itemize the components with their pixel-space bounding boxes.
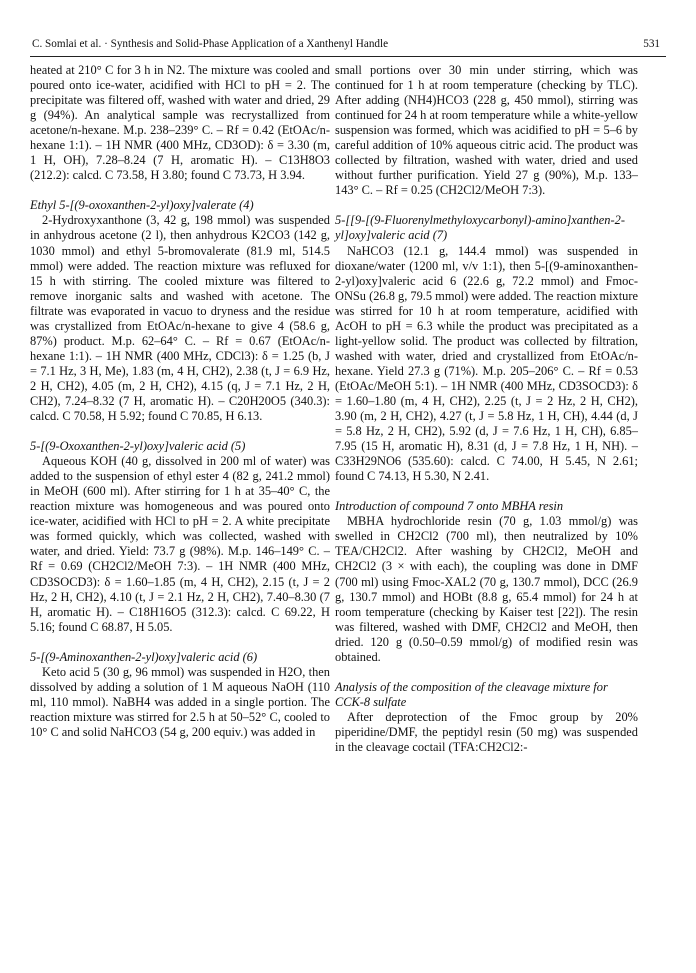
header-rule xyxy=(30,56,666,57)
section-heading: Ethyl 5-[(9-oxoxanthen-2-yl)oxy]valerate (4) xyxy=(30,198,254,213)
right-column xyxy=(335,63,638,755)
paragraph: Aqueous KOH (40 g, dissolved in 200 ml of water) was added to the suspension of ethyl ester 4 (82 g, 241.2 mmol) in MeOH (600 ml). After stirring for 1 h at 35–40° C, the reaction mixture was homogeneous and was poured onto ice-water, acidified with HCl to pH = 2. A white precipitate was formed quickly, which was collected, washed with water, and dried. Yield: 73.7 g (98%). M.p. 146–149° C. – Rf = 0.69 (CH2Cl2/MeOH 7:3). – 1H NMR (400 MHz, CD3SOCD3): δ = 1.60–1.85 (m, 4 H, CH2), 2.15 (t, J = 2 Hz, 2 H, CH2), 4.10 (t, J = 2.1 Hz, 2 H, CH2), 7.40–8.30 (7 H, aromatic H). – C18H16O5 (312.3): calcd. C 69.22, H 5.16; found C 68.87, H 5.05. xyxy=(30,454,330,634)
left-column xyxy=(30,63,330,740)
section-heading: 5-[(9-Oxoxanthen-2-yl)oxy]valeric acid (5) xyxy=(30,439,246,454)
paragraph: 2-Hydroxyxanthone (3, 42 g, 198 mmol) was suspended in anhydrous acetone (2 l), then anhydrous K2CO3 (142 g, 1030 mmol) and ethyl 5-bromovalerate (81.9 ml, 514.5 mmol) were added. The reaction mixture was refluxed for 15 h with stirring. The cooled mixture was filtered to remove inorganic salts and washed with acetone. The filtrate was evaporated in vacuo to dryness and the residue was crystallized from EtOAc/n-hexane to give 4 (58.6 g, 87%) product. M.p. 62–64° C. – Rf = 0.67 (EtOAc/n-hexane 1:1). – 1H NMR (400 MHz, CDCl3): δ = 1.25 (b, J = 7.1 Hz, 3 H, Me), 1.83 (m, 4 H, CH2), 2.38 (t, J = 6.9 Hz, 2 H, CH2), 4.05 (m, 2 H, CH2), 4.15 (q, J = 7.1 Hz, 2 H, CH2), 7.24–8.32 (7 H, aromatic H). – C20H20O5 (340.3): calcd. C 70.58, H 5.92; found C 70.85, H 6.13. xyxy=(30,213,330,424)
paragraph: After deprotection of the Fmoc group by 20% piperidine/DMF, the peptidyl resin (50 mg) was suspended in the cleavage coctail (TFA:CH2Cl2:- xyxy=(335,709,638,754)
section-heading: 5-[[9-[(9-Fluorenylmethyloxycarbonyl)-amino]xanthen-2-yl]oxy]valeric acid (7) xyxy=(335,213,625,243)
running-header xyxy=(30,36,666,52)
paragraph: small portions over 30 min under stirring, which was continued for 1 h at room temperature (checking by TLC). After adding (NH4)HCO3 (228 g, 450 mmol), stirring was continued for 24 h at room temperature while a white-yellow suspension was formed, which was acidified to pH = 5–6 by careful addition of 10% aqueous citric acid. The product was collected by filtration, washed with water, dried and used without further purification. Yield 27 g (90%), M.p. 133–143° C. – Rf = 0.25 (CH2Cl2/MeOH 7:3). xyxy=(335,63,638,198)
section-heading: Introduction of compound 7 onto MBHA resin xyxy=(335,499,564,514)
running-title: C. Somlai et al. · Synthesis and Solid-Phase Application of a Xanthenyl Handle xyxy=(32,38,389,50)
section-heading: Analysis of the composition of the cleavage mixture for CCK-8 sulfate xyxy=(335,679,608,709)
paragraph: heated at 210° C for 3 h in N2. The mixture was cooled and poured onto ice-water, acidified with HCl to pH = 2. The precipitate was filtered off, washed with water and dried, 29 g (94%). An analytical sample was recrystallized from acetone/n-hexane. M.p. 238–239° C. – Rf = 0.42 (EtOAc/n-hexane 1:1). – 1H NMR (400 MHz, CD3OD): δ = 3.30 (m, 1 H, OH), 7.28–8.24 (7 H, aromatic H). – C13H8O3 (212.2): calcd. C 73.58, H 3.80; found C 73.73, H 3.94. xyxy=(30,63,330,183)
paragraph: Keto acid 5 (30 g, 96 mmol) was suspended in H2O, then dissolved by adding a solution of 1 M aqueous NaOH (110 ml, 110 mmol). NaBH4 was added in a single portion. The reaction mixture was stirred for 2.5 h at 50–52° C, cooled to 10° C and solid NaHCO3 (54 g, 200 equiv.) was added in xyxy=(30,664,330,739)
paragraph: NaHCO3 (12.1 g, 144.4 mmol) was suspended in dioxane/water (1200 ml, v/v 1:1), then 5-[(9-aminoxanthen-2-yl)oxy]valeric acid 6 (22.6 g, 72.2 mmol) and Fmoc-ONSu (26.8 g, 79.5 mmol) were added. The reaction mixture was stirred for 10 h at room temperature, acidified with AcOH to pH = 6.3 while the product was precipitated as a light-yellow solid. The product was collected by filtration, washed with water, dried and crystallized from EtOAc/n-hexane. Yield 27.3 g (71%). M.p. 205–206° C. – Rf = 0.53 (EtOAc/MeOH 5:1). – 1H NMR (400 MHz, CD3SOCD3): δ = 1.60–1.80 (m, 4 H, CH2), 2.25 (t, J = 2 Hz, 2 H, CH2), 3.90 (m, 2 H, CH2), 4.27 (t, J = 5.8 Hz, 1 H, CH), 4.44 (d, J = 5.8 Hz, 2 H, CH2), 5.92 (d, J = 7.6 Hz, 1 H, CH), 6.85–7.95 (15 H, aromatic H), 8.31 (d, J = 7.8 Hz, 1 H, NH). – C33H29NO6 (535.60): calcd. C 74.00, H 5.45, N 2.61; found C 74.13, H 5.30, N 2.41. xyxy=(335,243,638,484)
section-heading: 5-[(9-Aminoxanthen-2-yl)oxy]valeric acid (6) xyxy=(30,649,258,664)
paragraph: MBHA hydrochloride resin (70 g, 1.03 mmol/g) was swelled in CH2Cl2 (700 ml), then neutralized by 10% TEA/CH2Cl2. After washing by CH2Cl2, MeOH and CH2Cl2 (3 × with each), the coupling was done in DMF (700 ml) using Fmoc-XAL2 (70 g, 130.7 mmol), DCC (26.9 g, 130.7 mmol) and HOBt (8.8 g, 65.4 mmol) for 24 h at room temperature (checking by Kaiser test [22]). The resin was filtered, washed with DMF, CH2Cl2 and MeOH, then dried. 120 g (0.50–0.59 mmol/g) of modified resin was obtained. xyxy=(335,514,638,664)
page-number: 531 xyxy=(643,38,660,50)
